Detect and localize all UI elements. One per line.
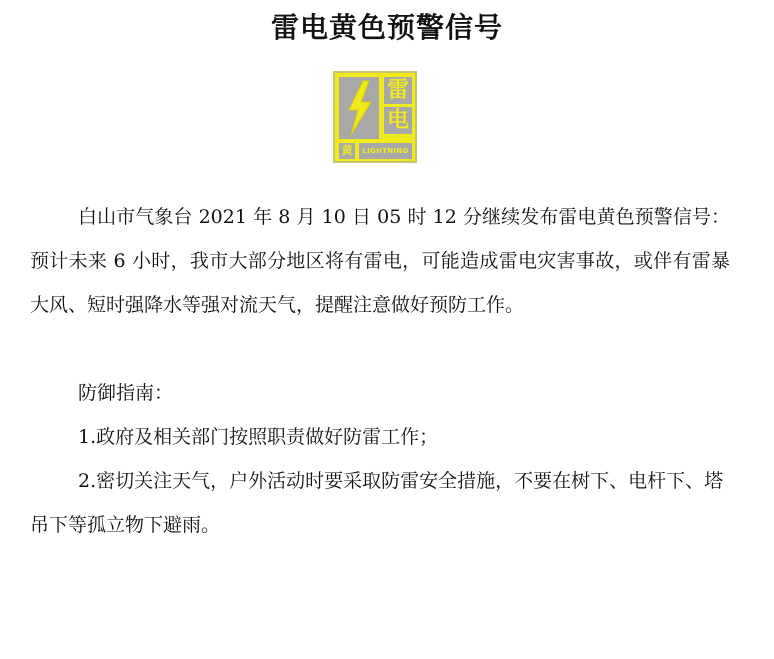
signal-char-top: 雷 [384,77,412,104]
guide-item-2: 2.密切关注天气，户外活动时要采取防雷安全措施，不要在树下、电杆下、塔吊下等孤立物下避雨。 [30,470,724,536]
signal-level-badge: 黄 [339,143,355,159]
lightning-bolt-icon [339,77,379,139]
signal-english-label: LIGHTNING [359,143,412,159]
signal-char-bottom: 电 [384,107,412,134]
guide-item-1: 1.政府及相关部门按照职责做好防雷工作； [78,426,439,448]
page-title: 雷电黄色预警信号 [270,11,503,44]
lightning-warning-signal [333,71,417,163]
guide-heading: 防御指南： [78,382,174,404]
warning-paragraph: 白山市气象台 2021 年 8 月 10 日 05 时 12 分继续发布雷电黄色预警信号：预计未来 6 小时，我市大部分地区将有雷电，可能造成雷电灾害事故，或伴有雷暴大风、短时强降水等强对流天气，提醒注意做好预防工作。 [30,206,730,316]
